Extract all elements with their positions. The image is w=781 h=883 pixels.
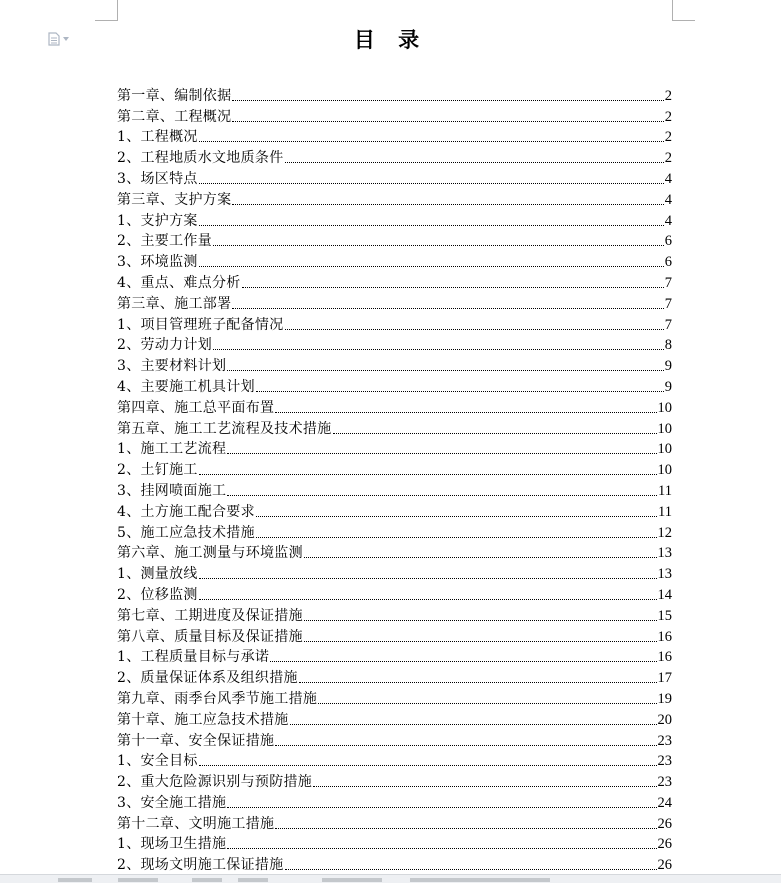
toc-entry[interactable] bbox=[117, 105, 672, 126]
toc-entry[interactable] bbox=[117, 646, 672, 667]
toc-entry[interactable] bbox=[117, 812, 672, 833]
toc-entry-label: 1、测量放线 bbox=[117, 566, 198, 583]
toc-entry-page-number: 2 bbox=[664, 150, 672, 167]
toc-entry-label: 2、重大危险源识别与预防措施 bbox=[117, 774, 313, 791]
toc-entry-page-number: 2 bbox=[664, 108, 672, 125]
toc-entry-label: 1、支护方案 bbox=[117, 212, 198, 229]
toc-entry[interactable] bbox=[117, 438, 672, 459]
toc-entry-label: 2、土钉施工 bbox=[117, 462, 198, 479]
toc-entry-page-number: 4 bbox=[664, 212, 672, 229]
toc-entry[interactable] bbox=[117, 313, 672, 334]
toc-entry-label: 第十一章、安全保证措施 bbox=[117, 732, 275, 749]
toc-entry-label: 第四章、施工总平面布置 bbox=[117, 399, 275, 416]
toc-entry[interactable] bbox=[117, 271, 672, 292]
toc-dot-leader bbox=[199, 140, 664, 142]
status-bar bbox=[0, 874, 781, 883]
toc-entry-label: 2、劳动力计划 bbox=[117, 337, 213, 354]
status-bar-item bbox=[118, 878, 158, 882]
toc-entry-page-number: 10 bbox=[657, 399, 672, 416]
toc-entry[interactable] bbox=[117, 126, 672, 147]
toc-entry-page-number: 11 bbox=[658, 503, 672, 520]
toc-entry-label: 2、现场文明施工保证措施 bbox=[117, 857, 284, 874]
toc-dot-leader bbox=[232, 307, 663, 309]
toc-dot-leader bbox=[227, 452, 656, 454]
toc-entry-page-number: 26 bbox=[657, 836, 672, 853]
toc-entry-label: 第七章、工期进度及保证措施 bbox=[117, 607, 303, 624]
toc-dot-leader bbox=[199, 598, 657, 600]
toc-entry-page-number: 24 bbox=[657, 794, 672, 811]
toc-entry[interactable] bbox=[117, 666, 672, 687]
toc-entry[interactable] bbox=[117, 84, 672, 105]
toc-dot-leader bbox=[285, 328, 664, 330]
toc-dot-leader bbox=[199, 265, 664, 267]
toc-entry[interactable] bbox=[117, 417, 672, 438]
toc-dot-leader bbox=[227, 494, 657, 496]
toc-dot-leader bbox=[199, 182, 664, 184]
toc-entry[interactable] bbox=[117, 375, 672, 396]
toc-dot-leader bbox=[318, 702, 656, 704]
status-bar-item bbox=[238, 878, 268, 882]
toc-entry[interactable] bbox=[117, 770, 672, 791]
toc-entry-page-number: 16 bbox=[657, 649, 672, 666]
toc-entry[interactable] bbox=[117, 521, 672, 542]
toc-entry-page-number: 10 bbox=[657, 441, 672, 458]
toc-entry-label: 1、工程概况 bbox=[117, 129, 198, 146]
toc-entry-label: 2、位移监测 bbox=[117, 586, 198, 603]
status-bar-item bbox=[58, 878, 92, 882]
toc-entry[interactable] bbox=[117, 853, 672, 874]
toc-entry[interactable] bbox=[117, 729, 672, 750]
toc-entry-label: 1、施工工艺流程 bbox=[117, 441, 227, 458]
toc-entry-page-number: 16 bbox=[657, 628, 672, 645]
toc-entry-page-number: 4 bbox=[664, 191, 672, 208]
toc-entry-page-number: 23 bbox=[657, 732, 672, 749]
toc-dot-leader bbox=[256, 515, 657, 517]
toc-dot-leader bbox=[227, 847, 656, 849]
toc-entry[interactable] bbox=[117, 625, 672, 646]
toc-dot-leader bbox=[270, 660, 656, 662]
toc-dot-leader bbox=[304, 556, 657, 558]
toc-entry[interactable] bbox=[117, 458, 672, 479]
toc-entry-label: 1、现场卫生措施 bbox=[117, 836, 227, 853]
toc-entry[interactable] bbox=[117, 250, 672, 271]
toc-dot-leader bbox=[256, 536, 657, 538]
status-bar-item bbox=[410, 878, 550, 882]
toc-entry-label: 1、项目管理班子配备情况 bbox=[117, 316, 284, 333]
toc-entry-label: 第三章、支护方案 bbox=[117, 191, 232, 208]
toc-entry-label: 5、施工应急技术措施 bbox=[117, 524, 255, 541]
toc-entry-label: 2、工程地质水文地质条件 bbox=[117, 150, 284, 167]
toc-entry[interactable] bbox=[117, 146, 672, 167]
toc-dot-leader bbox=[232, 203, 663, 205]
toc-entry-page-number: 2 bbox=[664, 87, 672, 104]
toc-dot-leader bbox=[333, 432, 657, 434]
toc-entry-page-number: 7 bbox=[664, 316, 672, 333]
toc-entry-page-number: 4 bbox=[664, 170, 672, 187]
toc-entry-page-number: 23 bbox=[657, 774, 672, 791]
toc-dot-leader bbox=[232, 99, 663, 101]
toc-entry-label: 第六章、施工测量与环境监测 bbox=[117, 545, 303, 562]
toc-entry-page-number: 26 bbox=[657, 857, 672, 874]
toc-entry-page-number: 9 bbox=[664, 378, 672, 395]
toc-dot-leader bbox=[290, 723, 657, 725]
crop-mark-right bbox=[672, 0, 695, 21]
toc-entry-page-number: 6 bbox=[664, 233, 672, 250]
toc-entry-label: 4、重点、难点分析 bbox=[117, 274, 241, 291]
toc-entry[interactable] bbox=[117, 542, 672, 563]
toc-entry-label: 第九章、雨季台风季节施工措施 bbox=[117, 690, 318, 707]
toc-entry[interactable] bbox=[117, 708, 672, 729]
toc-dot-leader bbox=[213, 348, 664, 350]
toc-entry-page-number: 14 bbox=[657, 586, 672, 603]
toc-entry[interactable] bbox=[117, 334, 672, 355]
toc-entry-page-number: 13 bbox=[657, 545, 672, 562]
toc-entry[interactable] bbox=[117, 500, 672, 521]
toc-entry-page-number: 2 bbox=[664, 129, 672, 146]
toc-dot-leader bbox=[256, 390, 664, 392]
toc-dot-leader bbox=[275, 827, 656, 829]
toc-entry[interactable] bbox=[117, 562, 672, 583]
toc-entry-page-number: 12 bbox=[657, 524, 672, 541]
toc-entry-page-number: 17 bbox=[657, 670, 672, 687]
toc-entry[interactable] bbox=[117, 167, 672, 188]
toc-entry[interactable] bbox=[117, 583, 672, 604]
toc-entry-label: 1、安全目标 bbox=[117, 753, 198, 770]
toc-dot-leader bbox=[285, 161, 664, 163]
toc-entry[interactable] bbox=[117, 750, 672, 771]
toc-entry[interactable] bbox=[117, 396, 672, 417]
toc-entry-page-number: 6 bbox=[664, 254, 672, 271]
toc-entry-label: 第三章、施工部署 bbox=[117, 295, 232, 312]
toc-dot-leader bbox=[313, 785, 656, 787]
toc-dot-leader bbox=[275, 411, 656, 413]
toc-entry-label: 第一章、编制依据 bbox=[117, 87, 232, 104]
toc-entry-page-number: 19 bbox=[657, 690, 672, 707]
toc-dot-leader bbox=[304, 640, 657, 642]
toc-entry-page-number: 7 bbox=[664, 295, 672, 312]
toc-entry-page-number: 15 bbox=[657, 607, 672, 624]
toc-entry-label: 第十章、施工应急技术措施 bbox=[117, 711, 289, 728]
toc-entry-label: 第五章、施工工艺流程及技术措施 bbox=[117, 420, 332, 437]
toc-entry-page-number: 26 bbox=[657, 815, 672, 832]
toc-dot-leader bbox=[213, 244, 664, 246]
toc-dot-leader bbox=[199, 473, 657, 475]
crop-mark-left bbox=[95, 0, 118, 21]
toc-entry-page-number: 10 bbox=[657, 420, 672, 437]
toc-entry-label: 4、主要施工机具计划 bbox=[117, 378, 255, 395]
toc-dot-leader bbox=[242, 286, 664, 288]
page-title: 目 录 bbox=[353, 27, 428, 52]
status-bar-item bbox=[322, 878, 382, 882]
toc-dot-leader bbox=[299, 681, 657, 683]
toc-entry-page-number: 20 bbox=[657, 711, 672, 728]
toc-entry-page-number: 8 bbox=[664, 337, 672, 354]
toc-entry[interactable] bbox=[117, 687, 672, 708]
toc-entry-label: 2、主要工作量 bbox=[117, 233, 213, 250]
toc-entry-page-number: 23 bbox=[657, 753, 672, 770]
table-of-contents bbox=[117, 84, 672, 874]
toc-entry[interactable] bbox=[117, 604, 672, 625]
toc-entry-page-number: 11 bbox=[658, 482, 672, 499]
toc-entry[interactable] bbox=[117, 209, 672, 230]
toc-entry-page-number: 10 bbox=[657, 462, 672, 479]
toc-dot-leader bbox=[275, 744, 656, 746]
toc-dot-leader bbox=[304, 619, 657, 621]
toc-dot-leader bbox=[199, 577, 657, 579]
toc-entry-label: 4、土方施工配合要求 bbox=[117, 503, 255, 520]
toc-entry[interactable] bbox=[117, 479, 672, 500]
toc-dot-leader bbox=[285, 868, 657, 870]
toc-entry[interactable] bbox=[117, 292, 672, 313]
toc-dot-leader bbox=[199, 764, 657, 766]
toc-entry[interactable] bbox=[117, 833, 672, 854]
toc-dot-leader bbox=[227, 369, 663, 371]
status-bar-item bbox=[192, 878, 222, 882]
toc-entry[interactable] bbox=[117, 354, 672, 375]
toc-entry-label: 3、场区特点 bbox=[117, 170, 198, 187]
toc-entry-label: 第十二章、文明施工措施 bbox=[117, 815, 275, 832]
toc-entry[interactable] bbox=[117, 230, 672, 251]
toc-entry-page-number: 7 bbox=[664, 274, 672, 291]
toc-entry-label: 3、挂网喷面施工 bbox=[117, 482, 227, 499]
toc-entry-label: 第八章、质量目标及保证措施 bbox=[117, 628, 303, 645]
toc-entry-page-number: 13 bbox=[657, 566, 672, 583]
toc-entry-label: 第二章、工程概况 bbox=[117, 108, 232, 125]
toc-entry-label: 3、主要材料计划 bbox=[117, 358, 227, 375]
toc-entry-label: 1、工程质量目标与承诺 bbox=[117, 649, 270, 666]
toc-dot-leader bbox=[232, 120, 663, 122]
toc-entry-label: 2、质量保证体系及组织措施 bbox=[117, 670, 298, 687]
toc-entry-label: 3、安全施工措施 bbox=[117, 794, 227, 811]
toc-entry[interactable] bbox=[117, 188, 672, 209]
toc-dot-leader bbox=[199, 224, 664, 226]
toc-dot-leader bbox=[227, 806, 656, 808]
toc-entry[interactable] bbox=[117, 791, 672, 812]
toc-entry-label: 3、环境监测 bbox=[117, 254, 198, 271]
toc-entry-page-number: 9 bbox=[664, 358, 672, 375]
